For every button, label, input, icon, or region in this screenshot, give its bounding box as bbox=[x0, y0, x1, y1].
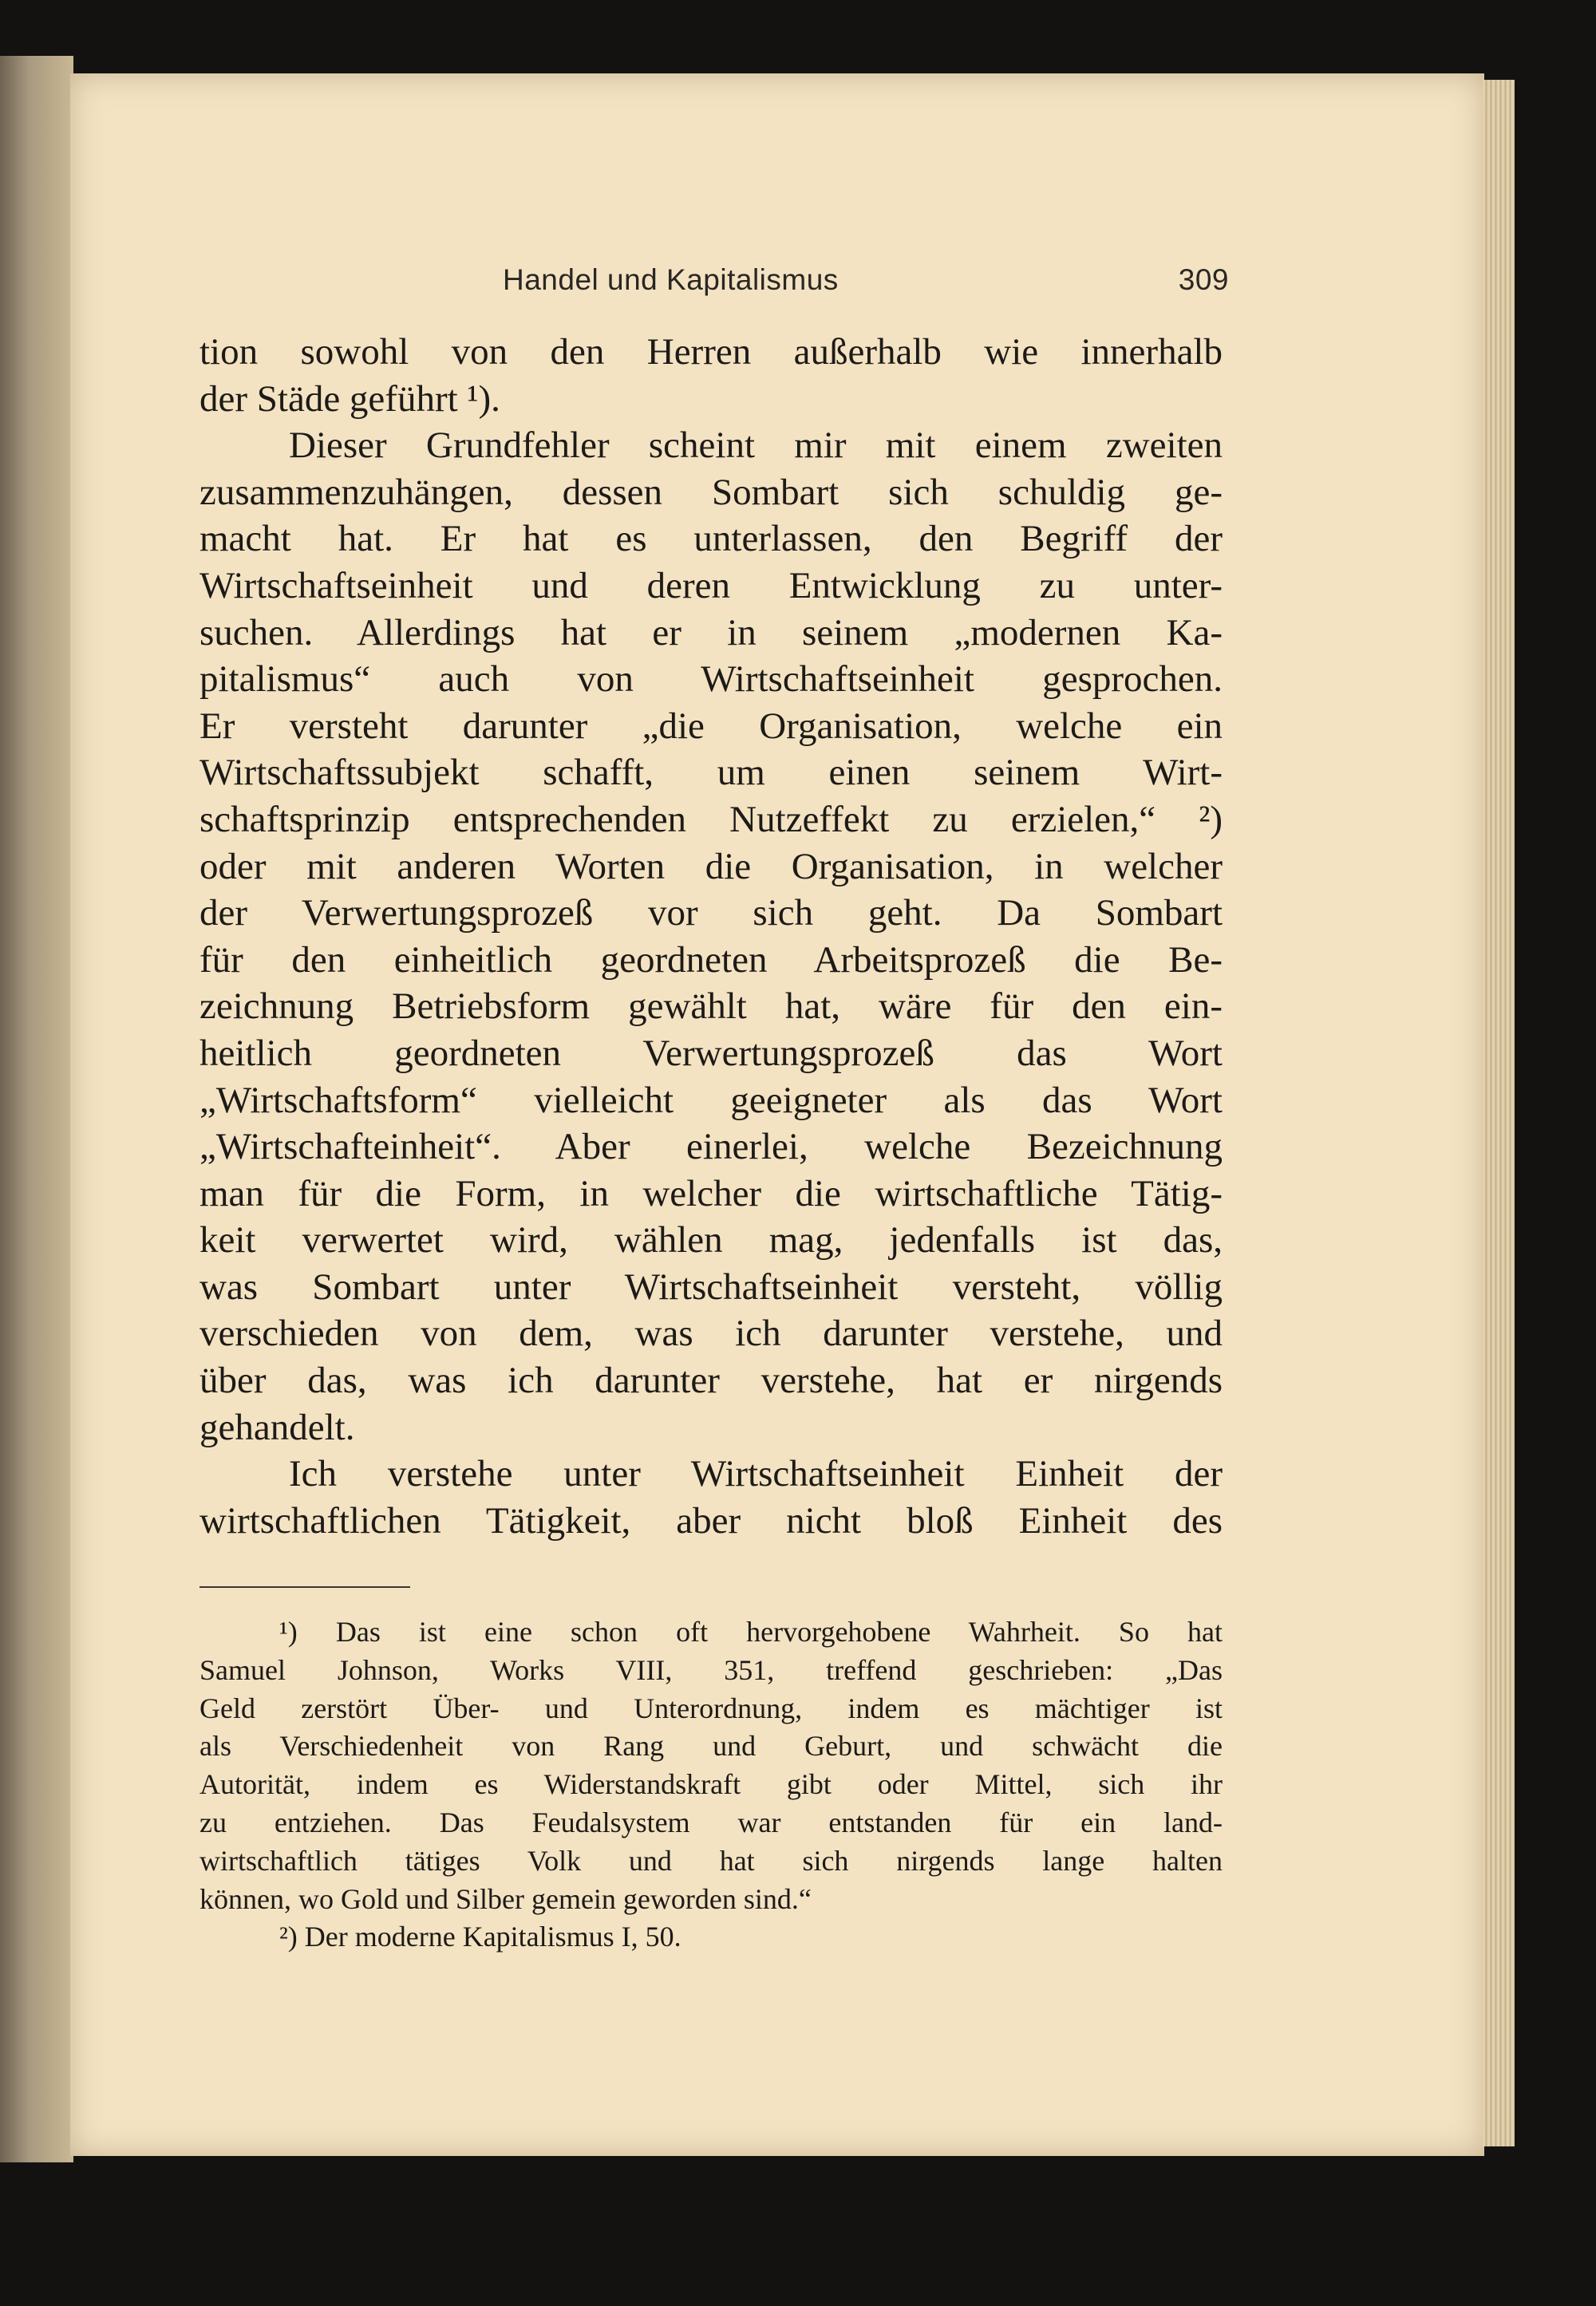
page-number: 309 bbox=[1178, 263, 1229, 296]
left-page-edge bbox=[0, 56, 73, 2162]
text-line: wirtschaftlichen Tätigkeit, aber nicht bloß Einheit des bbox=[200, 1499, 1223, 1542]
running-head-title: Handel und Kapitalismus bbox=[503, 263, 839, 296]
footnote-line: ¹) Das ist eine schon oft hervorgehobene Wahrheit. So hat bbox=[279, 1616, 1223, 1648]
text-line: Er versteht darunter „die Organisation, welche ein bbox=[200, 705, 1223, 747]
text-line: pitalismus“ auch von Wirtschaftseinheit gesprochen. bbox=[200, 658, 1223, 701]
footnote-line: ²) Der moderne Kapitalismus I, 50. bbox=[279, 1921, 681, 1953]
text-line: Wirtschaftseinheit und deren Entwicklung zu unter- bbox=[200, 564, 1223, 606]
footnote-line: Autorität, indem es Widerstandskraft gibt oder Mittel, sich ihr bbox=[200, 1768, 1223, 1801]
text-line: für den einheitlich geordneten Arbeitsprozeß die Be- bbox=[200, 938, 1223, 981]
footnote-line: Geld zerstört Über- und Unterordnung, indem es mächtiger ist bbox=[200, 1692, 1223, 1724]
text-line: tion sowohl von den Herren außerhalb wie innerhalb bbox=[200, 331, 1223, 373]
text-line: oder mit anderen Worten die Organisation, in welcher bbox=[200, 845, 1223, 887]
text-line: Dieser Grundfehler scheint mir mit einem zweiten bbox=[289, 424, 1223, 467]
text-line: keit verwertet wird, wählen mag, jedenfalls ist das, bbox=[200, 1219, 1223, 1262]
text-line: Ich verstehe unter Wirtschaftseinheit Einheit der bbox=[289, 1453, 1223, 1495]
text-line: schaftsprinzip entsprechenden Nutzeffekt zu erzielen,“ ²) bbox=[200, 798, 1223, 840]
text-line: gehandelt. bbox=[200, 1406, 355, 1448]
text-line: zusammenzuhängen, dessen Sombart sich schuldig ge- bbox=[200, 471, 1223, 513]
text-line: „Wirtschaftsform“ vielleicht geeigneter als das Wort bbox=[200, 1079, 1223, 1121]
text-line: was Sombart unter Wirtschaftseinheit versteht, völlig bbox=[200, 1266, 1223, 1308]
running-head bbox=[503, 263, 1229, 297]
footnotes bbox=[200, 1613, 1223, 1957]
footnote-line: Samuel Johnson, Works VIII, 351, treffend geschrieben: „Das bbox=[200, 1653, 1223, 1686]
footnote-line: wirtschaftlich tätiges Volk und hat sich nirgends lange halten bbox=[200, 1844, 1223, 1877]
text-line: über das, was ich darunter verstehe, hat er nirgends bbox=[200, 1360, 1223, 1402]
body-text bbox=[200, 329, 1223, 1544]
text-line: suchen. Allerdings hat er in seinem „modernen Ka- bbox=[200, 611, 1223, 653]
footnote-line: können, wo Gold und Silber gemein geworden sind.“ bbox=[200, 1882, 812, 1915]
text-line: der Städe geführt ¹). bbox=[200, 377, 500, 420]
text-line: der Verwertungsprozeß vor sich geht. Da Sombart bbox=[200, 892, 1223, 934]
footnote-divider bbox=[200, 1586, 410, 1588]
footnote-line: zu entziehen. Das Feudalsystem war entstanden für ein land- bbox=[200, 1806, 1223, 1838]
text-line: macht hat. Er hat es unterlassen, den Begriff der bbox=[200, 518, 1223, 560]
text-line: verschieden von dem, was ich darunter verstehe, und bbox=[200, 1313, 1223, 1355]
text-line: zeichnung Betriebsform gewählt hat, wäre für den ein- bbox=[200, 985, 1223, 1028]
footnote-line: als Verschiedenheit von Rang und Geburt, und schwächt die bbox=[200, 1730, 1223, 1763]
text-line: man für die Form, in welcher die wirtschaftliche Tätig- bbox=[200, 1172, 1223, 1214]
page-stack-edge bbox=[1483, 80, 1515, 2146]
text-line: heitlich geordneten Verwertungsprozeß das Wort bbox=[200, 1032, 1223, 1074]
text-line: Wirtschaftssubjekt schafft, um einen seinem Wirt- bbox=[200, 752, 1223, 794]
text-line: „Wirtschafteinheit“. Aber einerlei, welche Bezeichnung bbox=[200, 1126, 1223, 1168]
